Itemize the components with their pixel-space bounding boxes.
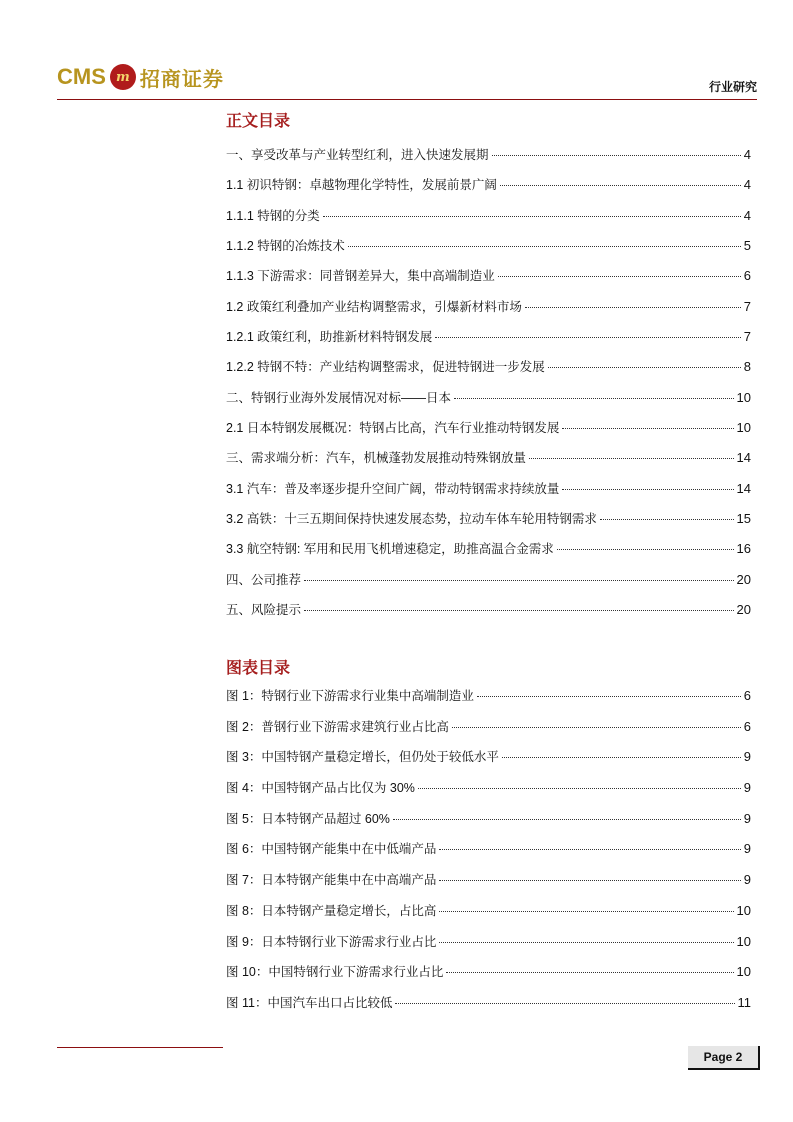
figure-entry[interactable]	[226, 778, 751, 809]
logo-emblem-glyph: m	[116, 69, 130, 85]
figure-entry-page: 11	[737, 994, 751, 1010]
page-header	[57, 58, 757, 102]
figure-entry-label: 图 2：普钢行业下游需求建筑行业占比高	[226, 719, 449, 734]
figure-entry[interactable]	[226, 839, 751, 870]
figure-entry-label: 图 3：中国特钢产量稳定增长，但仍处于较低水平	[226, 750, 499, 765]
dot-leader	[395, 1002, 734, 1004]
toc-entry-label: 1.2.1 政策红利，助推新材料特钢发展	[226, 330, 433, 345]
toc-entry-page: 20	[736, 602, 751, 618]
dot-leader	[529, 457, 734, 459]
figure-entry-label: 图 9：日本特钢行业下游需求行业占比	[226, 934, 437, 949]
dot-leader	[525, 306, 741, 308]
toc-entry-label: 1.1.1 特钢的分类	[226, 208, 320, 223]
toc-entry-page: 4	[743, 177, 751, 193]
toc-entry[interactable]	[226, 539, 751, 569]
toc-entry-page: 7	[743, 329, 751, 345]
toc-entry-label: 二、特钢行业海外发展情况对标——日本	[226, 390, 452, 405]
figure-entry[interactable]	[226, 932, 751, 963]
figure-entry-page: 9	[743, 749, 751, 765]
figure-entry-page: 9	[743, 841, 751, 857]
toc-entry-page: 14	[736, 450, 751, 466]
toc-title: 正文目录	[226, 113, 291, 130]
toc-entry-page: 5	[743, 238, 751, 254]
company-logo	[57, 60, 224, 94]
toc-entry-page: 20	[736, 571, 751, 587]
dot-leader	[439, 879, 740, 881]
dot-leader	[446, 971, 733, 973]
figure-entry[interactable]	[226, 809, 751, 840]
figure-entry[interactable]	[226, 747, 751, 778]
figure-entry-page: 6	[743, 688, 751, 703]
figure-entry-label: 图 10：中国特钢行业下游需求行业占比	[226, 965, 444, 980]
toc-list	[226, 145, 751, 631]
toc-entry[interactable]	[226, 236, 751, 266]
figure-entry-page: 10	[736, 964, 751, 980]
dot-leader	[323, 215, 741, 217]
figure-entry[interactable]	[226, 962, 751, 993]
dot-leader	[304, 609, 734, 611]
toc-entry[interactable]	[226, 206, 751, 236]
toc-entry-page: 15	[736, 511, 751, 527]
report-type-tag: 行业研究	[708, 80, 757, 94]
figure-entry-label: 图 1：特钢行业下游需求行业集中高端制造业	[226, 689, 474, 703]
toc-entry[interactable]	[226, 509, 751, 539]
toc-entry-page: 8	[743, 359, 751, 375]
dot-leader	[502, 756, 741, 758]
figure-entry[interactable]	[226, 870, 751, 901]
toc-entry-page: 4	[743, 207, 751, 223]
header-divider	[57, 99, 757, 100]
toc-entry[interactable]	[226, 479, 751, 509]
toc-entry[interactable]	[226, 570, 751, 600]
dot-leader	[548, 366, 741, 368]
figure-entry-label: 图 5：日本特钢产品超过 60%	[226, 811, 390, 826]
toc-entry-label: 3.1 汽车：普及率逐步提升空间广阔，带动特钢需求持续放量	[226, 481, 560, 496]
figure-entry-page: 9	[743, 780, 751, 796]
toc-entry-page: 4	[743, 147, 751, 162]
dot-leader	[452, 726, 741, 728]
toc-entry[interactable]	[226, 418, 751, 448]
dot-leader	[348, 245, 741, 247]
figure-entry-label: 图 7：日本特钢产能集中在中高端产品	[226, 873, 437, 888]
dot-leader	[562, 427, 733, 429]
dot-leader	[304, 579, 734, 581]
toc-entry-page: 14	[736, 480, 751, 496]
dot-leader	[454, 397, 734, 399]
logo-emblem-icon	[110, 64, 136, 90]
toc-entry-label: 1.1.3 下游需求：同普钢差异大，集中高端制造业	[226, 269, 495, 284]
figure-entry-page: 10	[736, 933, 751, 949]
toc-entry-page: 6	[743, 268, 751, 284]
dot-leader	[477, 695, 741, 697]
dot-leader	[600, 518, 734, 520]
dot-leader	[439, 848, 740, 850]
toc-entry-label: 五、风险提示	[226, 603, 302, 618]
toc-entry[interactable]	[226, 357, 751, 387]
dot-leader	[500, 184, 741, 186]
toc-entry[interactable]	[226, 448, 751, 478]
figure-entry-page: 9	[743, 872, 751, 888]
dot-leader	[435, 336, 740, 338]
dot-leader	[557, 548, 734, 550]
toc-entry-page: 7	[743, 298, 751, 314]
dot-leader	[439, 910, 733, 912]
toc-entry-label: 3.2 高铁：十三五期间保持快速发展态势，拉动车体车轮用特钢需求	[226, 512, 597, 527]
toc-entry-page: 10	[736, 420, 751, 436]
figure-entry[interactable]	[226, 686, 751, 717]
toc-entry-label: 三、需求端分析：汽车，机械蓬勃发展推动特殊钢放量	[226, 451, 527, 466]
figure-entry-page: 10	[736, 902, 751, 918]
logo-cms-text: CMS	[57, 64, 106, 89]
dot-leader	[498, 275, 741, 277]
dot-leader	[562, 488, 733, 490]
toc-entry-label: 四、公司推荐	[226, 572, 302, 587]
toc-entry[interactable]	[226, 145, 751, 175]
dot-leader	[418, 787, 741, 789]
figure-entry[interactable]	[226, 901, 751, 932]
footer-divider	[57, 1047, 223, 1048]
toc-entry-page: 10	[736, 389, 751, 405]
toc-entry[interactable]	[226, 266, 751, 296]
logo-chinese-name: 招商证券	[139, 66, 224, 91]
toc-entry[interactable]	[226, 388, 751, 418]
toc-entry-label: 1.2 政策红利叠加产业结构调整需求，引爆新材料市场	[226, 299, 522, 314]
toc-entry-label: 一、享受改革与产业转型红利，进入快速发展期	[226, 148, 489, 162]
toc-entry-label: 1.1 初识特钢：卓越物理化学特性，发展前景广阔	[226, 178, 497, 193]
toc-entry-page: 16	[736, 541, 751, 557]
figure-entry-label: 图 11：中国汽车出口占比较低	[226, 995, 393, 1010]
page-number-badge: Page 2	[688, 1046, 760, 1070]
toc-entry-label: 1.2.2 特钢不特：产业结构调整需求，促进特钢进一步发展	[226, 360, 545, 375]
figures-list	[226, 686, 751, 1024]
figure-entry-label: 图 6：中国特钢产能集中在中低端产品	[226, 842, 437, 857]
figure-entry-page: 9	[743, 810, 751, 826]
toc-entry[interactable]	[226, 175, 751, 205]
dot-leader	[393, 818, 741, 820]
figure-entry[interactable]	[226, 993, 751, 1024]
figure-entry[interactable]	[226, 717, 751, 748]
toc-entry-label: 2.1 日本特钢发展概况：特钢占比高，汽车行业推动特钢发展	[226, 421, 560, 436]
dot-leader	[492, 154, 741, 156]
toc-entry-label: 1.1.2 特钢的冶炼技术	[226, 239, 345, 254]
figure-entry-label: 图 8：日本特钢产量稳定增长，占比高	[226, 903, 437, 918]
toc-entry[interactable]	[226, 600, 751, 630]
figures-title: 图表目录	[226, 660, 291, 677]
dot-leader	[439, 941, 733, 943]
figure-entry-label: 图 4：中国特钢产品占比仅为 30%	[226, 781, 415, 796]
figure-entry-page: 6	[743, 718, 751, 734]
toc-entry-label: 3.3 航空特钢: 军用和民用飞机增速稳定，助推高温合金需求	[226, 542, 554, 557]
toc-entry[interactable]	[226, 327, 751, 357]
toc-entry[interactable]	[226, 297, 751, 327]
